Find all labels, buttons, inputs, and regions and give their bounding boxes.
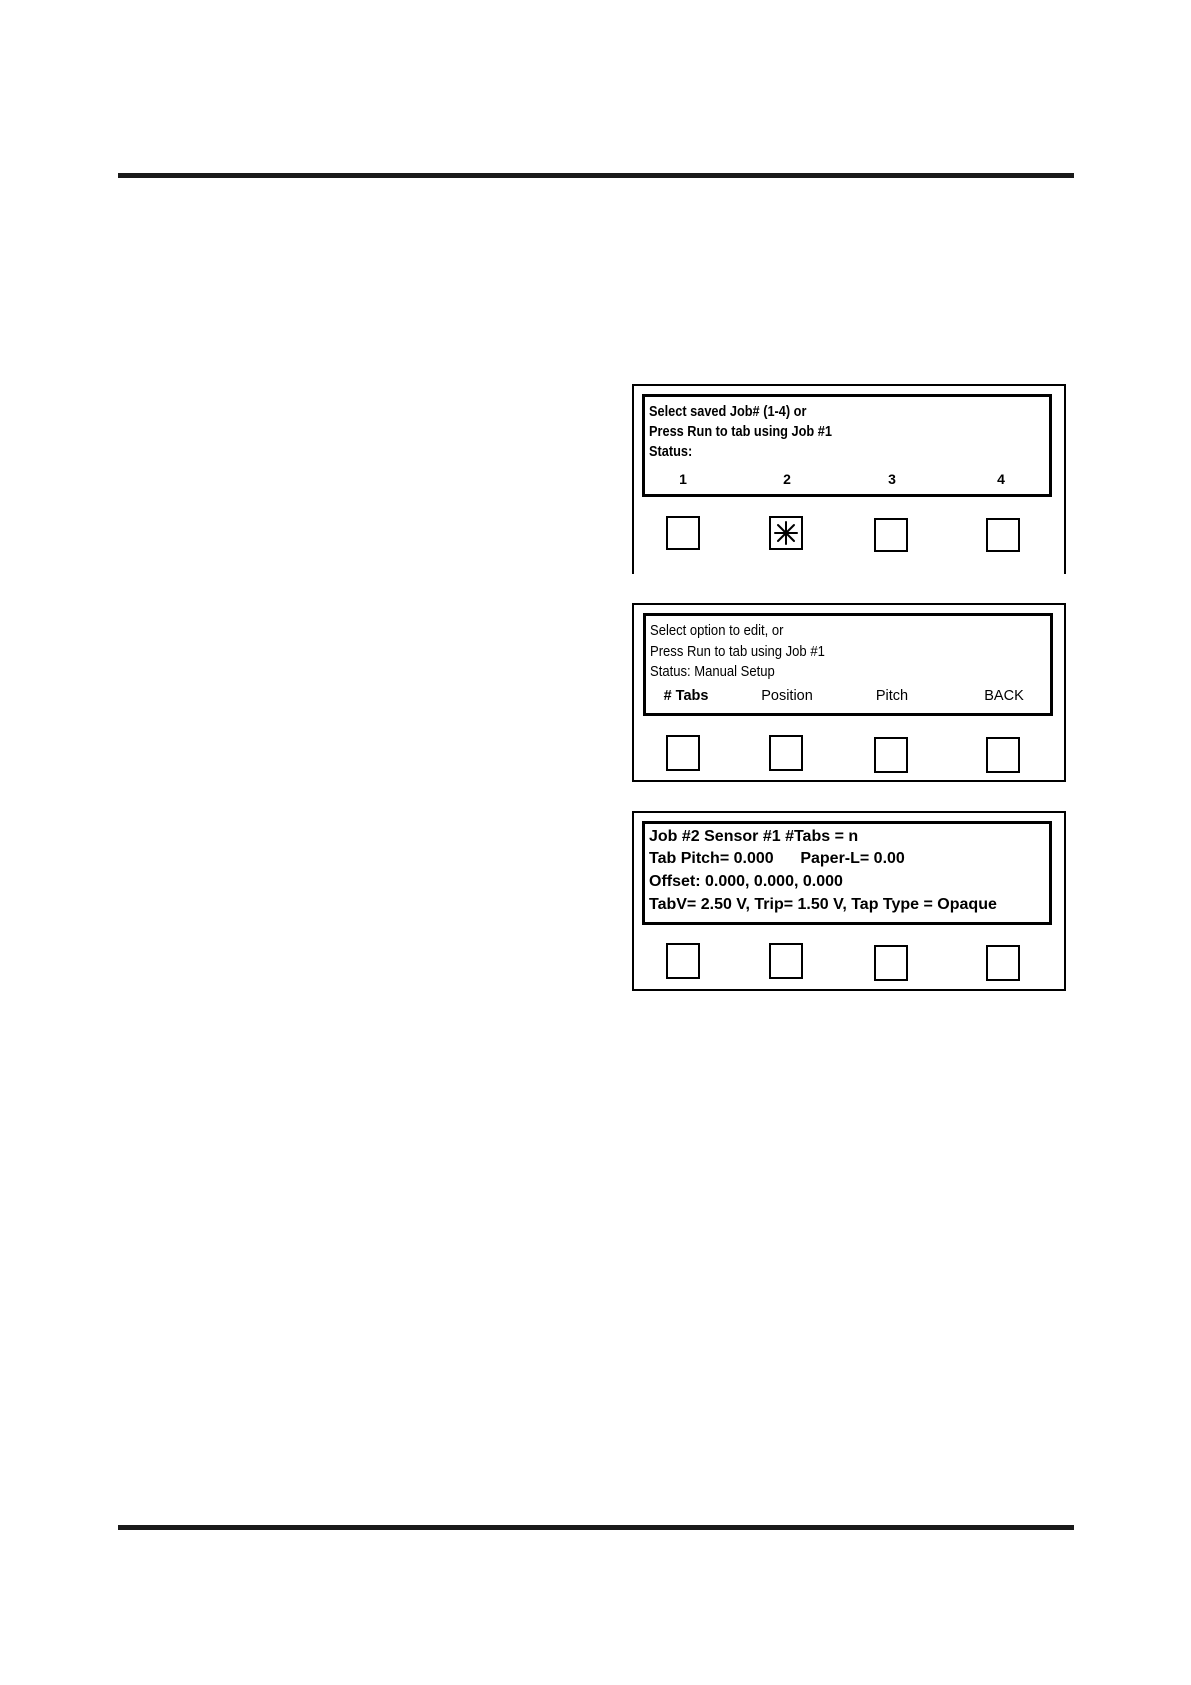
key-label-1: 1 [679,471,687,487]
lcd-screen [642,821,1052,925]
position-key[interactable] [769,735,803,771]
lcd-screen [642,394,1052,497]
screen-line-2: Press Run to tab using Job #1 [650,644,825,660]
position-option-label: Position [761,688,813,704]
screen-line-3: Status: Manual Setup [650,664,775,680]
soft-key-3[interactable] [874,518,908,552]
soft-key-2-selected[interactable] [769,516,803,550]
screen-line-1: Job #2 Sensor #1 #Tabs = n [649,828,859,845]
screen-line-3: Status: [649,444,693,460]
soft-key-1[interactable] [666,516,700,550]
job-select-panel [632,384,1066,574]
asterisk-icon [773,520,799,546]
pitch-key[interactable] [874,737,908,773]
screen-line-3: Offset: 0.000, 0.000, 0.000 [649,873,843,890]
key-label-3: 3 [888,471,896,487]
back-key[interactable] [986,737,1020,773]
option-edit-panel [632,603,1066,782]
screen-line-4: TabV= 2.50 V, Trip= 1.50 V, Tap Type = Opaque [649,896,997,913]
tabs-key[interactable] [666,735,700,771]
screen-line-1: Select option to edit, or [650,623,784,639]
soft-key-1[interactable] [666,943,700,979]
back-option-label: BACK [984,688,1024,704]
tabs-option-label: # Tabs [663,688,709,704]
soft-key-4[interactable] [986,518,1020,552]
pitch-option-label: Pitch [875,688,909,704]
header-rule [118,173,1074,178]
key-label-2: 2 [783,471,791,487]
screen-line-2: Press Run to tab using Job #1 [649,424,832,440]
job-summary-panel [632,811,1066,991]
screen-line-2: Tab Pitch= 0.000 Paper-L= 0.00 [649,850,905,867]
soft-key-4[interactable] [986,945,1020,981]
soft-key-3[interactable] [874,945,908,981]
lcd-screen [643,613,1053,716]
footer-rule [118,1525,1074,1530]
soft-key-2[interactable] [769,943,803,979]
key-label-4: 4 [997,471,1005,487]
screen-line-1: Select saved Job# (1-4) or [649,404,807,420]
